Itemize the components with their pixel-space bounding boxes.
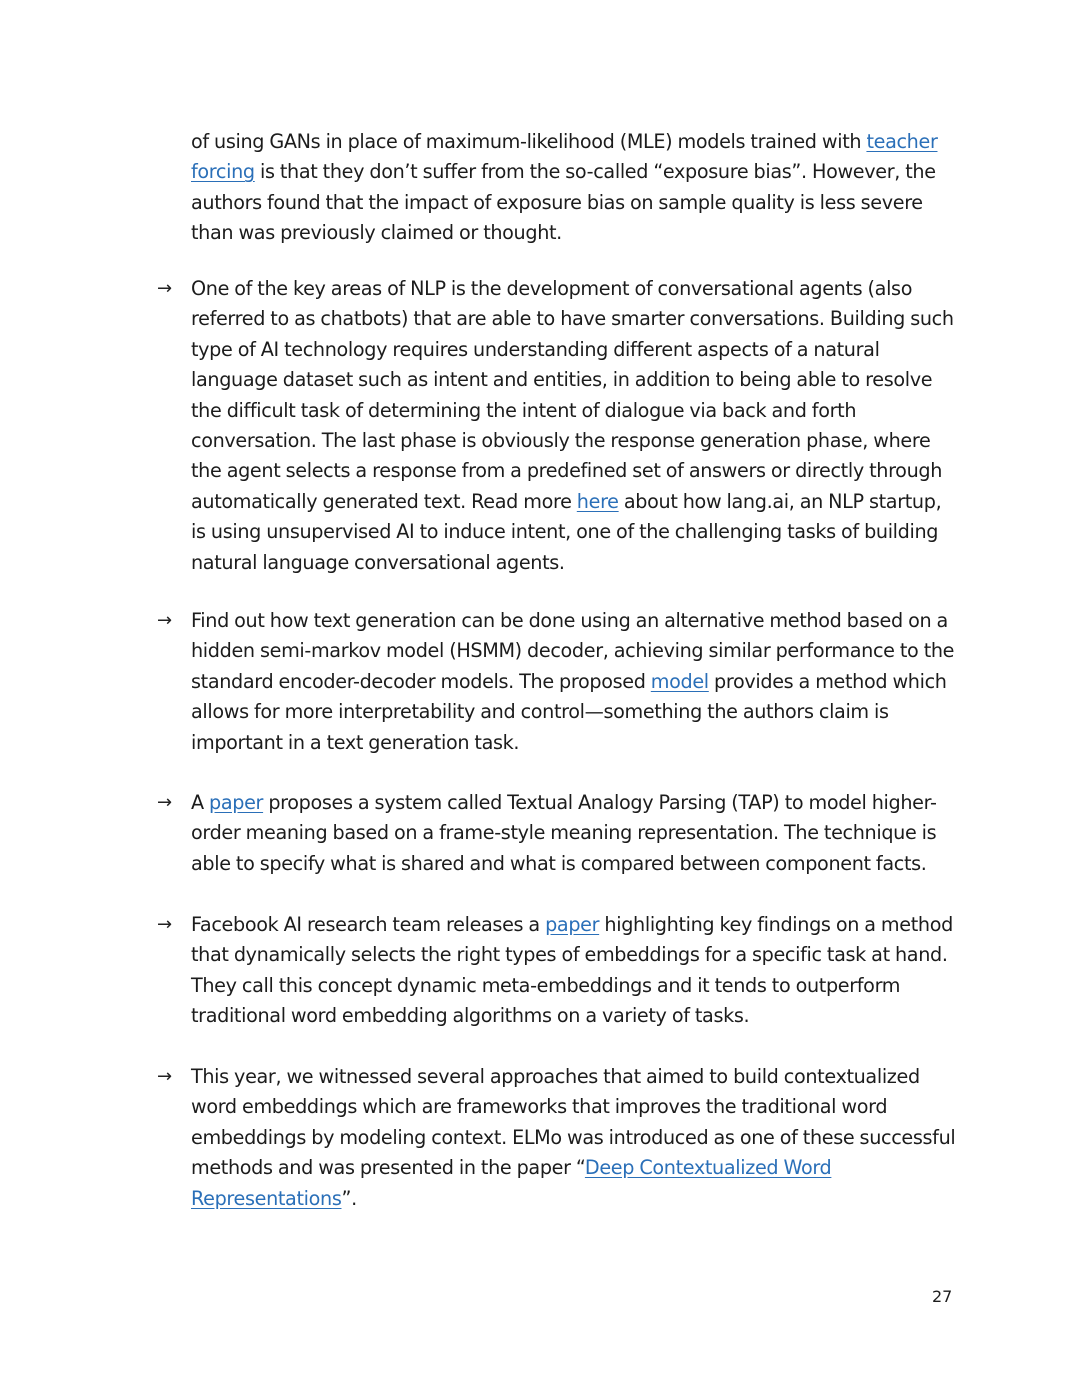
teacher-forcing-link[interactable]: teacher forcing bbox=[191, 130, 938, 184]
bullet-item-hsmm: → Find out how text generation can be done using an alternative method based on a hidden semi-markov model (HSMM) decoder, achieving similar performance to the standard encoder-decoder models. The proposed model provides a method which allows for more interpretability and control—something the authors claim is important in a text generation task. bbox=[191, 606, 961, 758]
right-arrow-icon: → bbox=[157, 914, 172, 935]
here-link[interactable]: here bbox=[576, 489, 619, 513]
page-number: 27 bbox=[932, 1287, 953, 1306]
right-arrow-icon: → bbox=[157, 278, 172, 299]
right-arrow-icon: → bbox=[157, 1066, 172, 1087]
bullet-item-meta-embeddings: → Facebook AI research team releases a paper highlighting key findings on a method that dynamically selects the right types of embeddings for a specific task at hand. They call this concept dynamic meta-embeddings and it tends to outperform traditional word embedding algorithms on a variety of tasks. bbox=[191, 910, 961, 1032]
right-arrow-icon: → bbox=[157, 610, 172, 631]
model-link[interactable]: model bbox=[650, 669, 709, 693]
bullet-item-elmo: → This year, we witnessed several approaches that aimed to build contextualized word embeddings which are frameworks that improves the traditional word embeddings by modeling context. ELMo was introduced as one of these successful methods and was presented in the paper “Deep Contextualized Word Representations”. bbox=[191, 1062, 961, 1214]
intro-paragraph: of using GANs in place of maximum-likelihood (MLE) models trained with teacher forcing is that they don’t suffer from the so-called “exposure bias”. However, the authors found that the impact of exposure bias on sample quality is less severe than was previously claimed or thought. bbox=[191, 130, 938, 245]
elmo-paper-link[interactable]: Deep Contextualized Word Representations bbox=[191, 1156, 832, 1210]
right-arrow-icon: → bbox=[157, 792, 172, 813]
bullet-item-tap: → A paper proposes a system called Textual Analogy Parsing (TAP) to model higher-order meaning based on a frame-style meaning representation. The technique is able to specify what is shared and what is compared between component facts. bbox=[191, 788, 961, 879]
bullet-item-conversational-agents: → One of the key areas of NLP is the development of conversational agents (also referred to as chatbots) that are able to have smarter conversations. Building such type of AI technology requires understanding different aspects of a natural language dataset such as intent and entities, in addition to being able to resolve the difficult task of determining the intent of dialogue via back and forth conversation. The last phase is obviously the response generation phase, where the agent selects a response from a predefined set of answers or directly through automatically generated text. Read more here about how lang.ai, an NLP startup, is using unsupervised AI to induce intent, one of the challenging tasks of building natural language conversational agents. bbox=[191, 274, 961, 578]
paper-link-tap[interactable]: paper bbox=[209, 791, 264, 814]
paper-link-facebook[interactable]: paper bbox=[545, 913, 600, 936]
